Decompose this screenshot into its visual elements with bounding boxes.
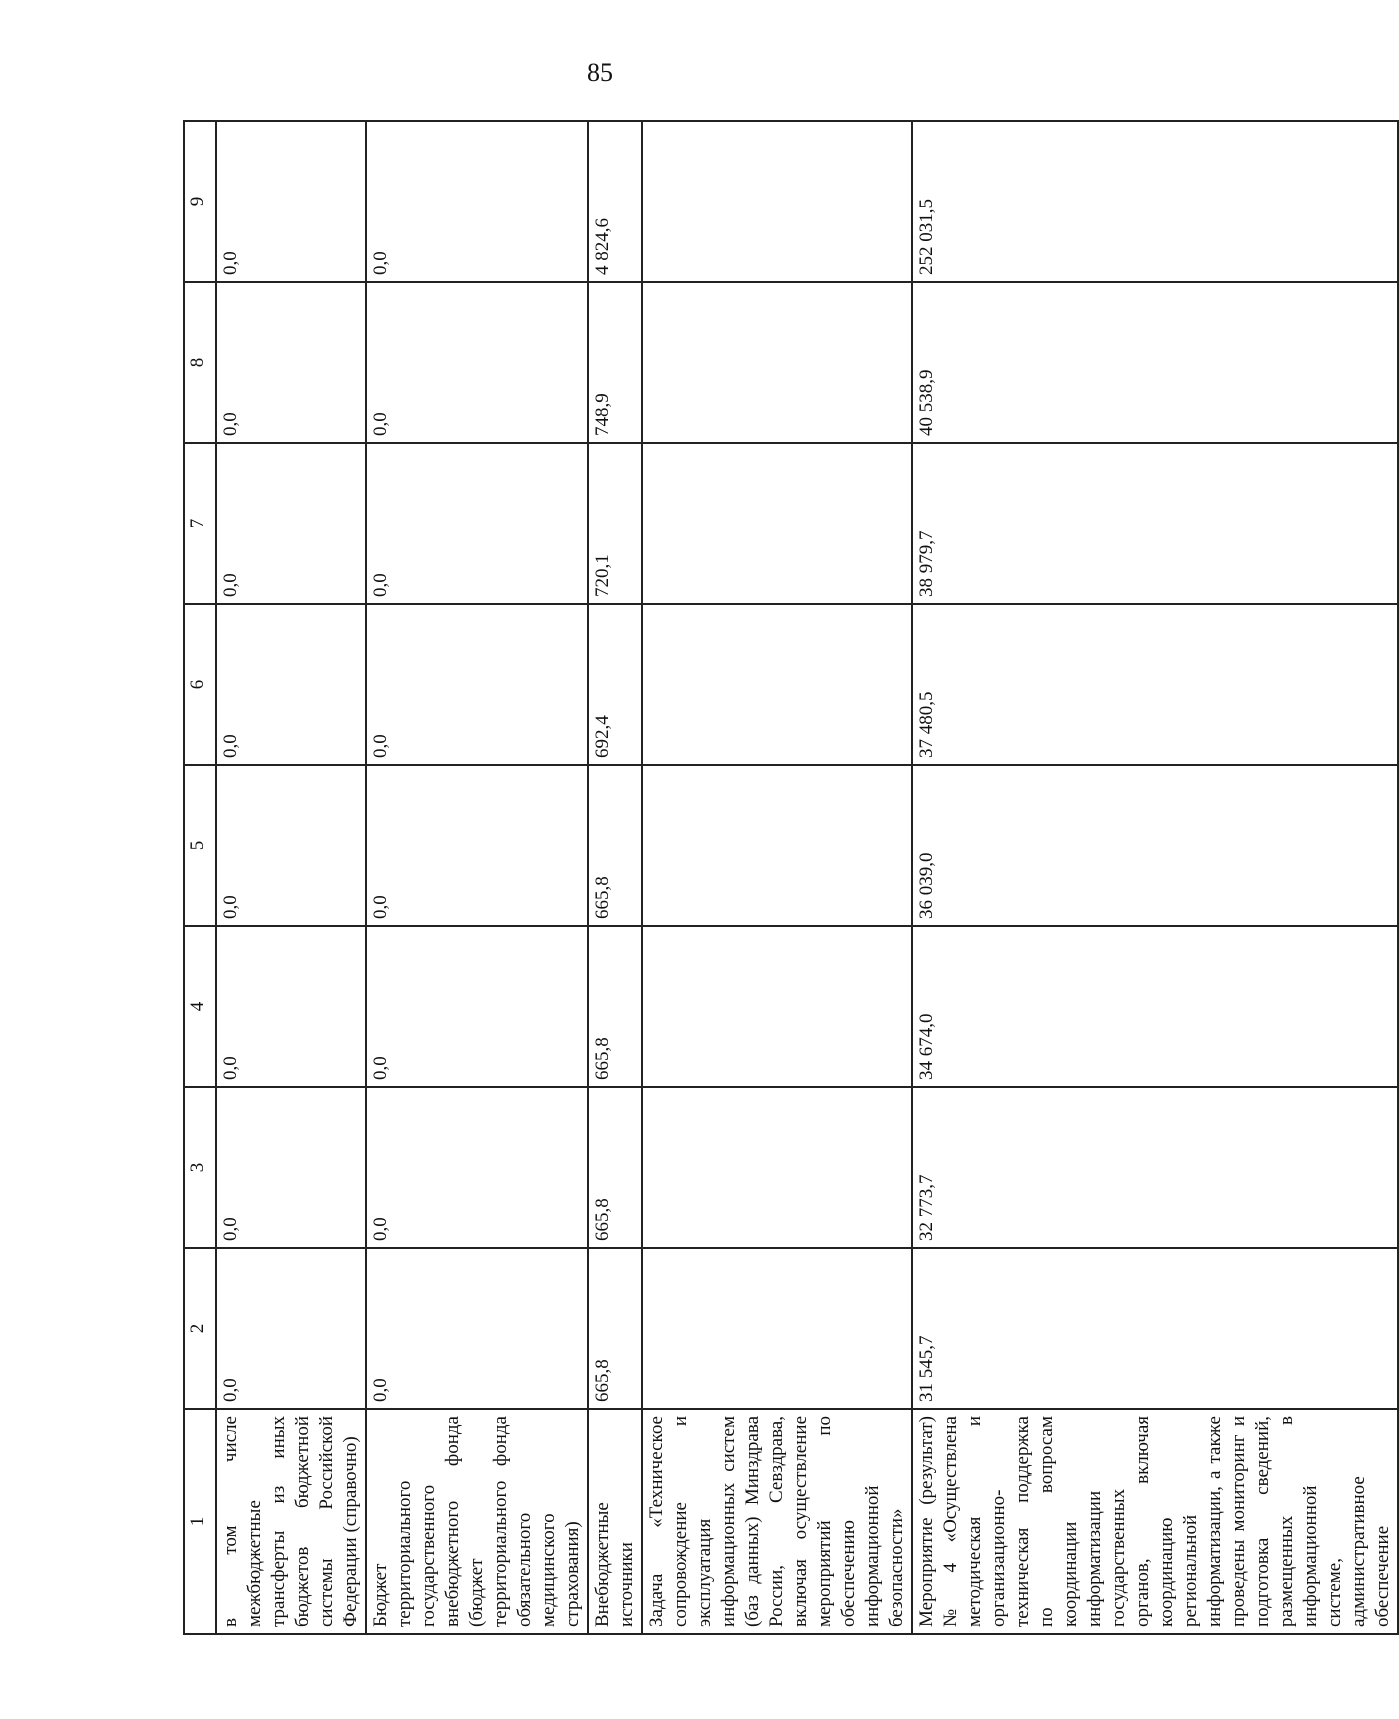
column-header: 8 [184, 282, 216, 443]
table-cell: 0,0 [366, 926, 588, 1087]
table-row [366, 121, 588, 1634]
table-cell: 32 773,7 [912, 1087, 1398, 1248]
table-cell: 0,0 [366, 1248, 588, 1409]
table-cell: 0,0 [366, 1087, 588, 1248]
table-cell [642, 604, 912, 765]
table-cell: 665,8 [588, 1087, 642, 1248]
table-cell [642, 926, 912, 1087]
column-header: 6 [184, 604, 216, 765]
row-label: Задача «Техническое сопровождение и эксплуатация информационных систем (баз данных) Минздрава России, Севздрава, включая осуществление мероприятий по обеспечению информационной безопасности» [642, 1409, 912, 1634]
table-cell: 0,0 [216, 1248, 366, 1409]
budget-table [183, 120, 1399, 1635]
table-cell [642, 282, 912, 443]
table-cell [642, 1248, 912, 1409]
table-cell: 0,0 [366, 282, 588, 443]
column-header: 7 [184, 443, 216, 604]
column-header: 2 [184, 1248, 216, 1409]
table-cell: 0,0 [216, 926, 366, 1087]
table-cell: 665,8 [588, 926, 642, 1087]
column-header: 4 [184, 926, 216, 1087]
column-header: 3 [184, 1087, 216, 1248]
table-cell: 0,0 [216, 443, 366, 604]
table-row [588, 121, 642, 1634]
table-frame [183, 122, 1393, 1635]
table-cell: 31 545,7 [912, 1248, 1398, 1409]
table-cell: 38 979,7 [912, 443, 1398, 604]
table-cell: 0,0 [216, 604, 366, 765]
rotated-table-container [183, 122, 1393, 1635]
row-label: в том числе межбюджетные трансферты из иных бюджетов бюджетной системы Российской Федерации (справочно) [216, 1409, 366, 1634]
table-cell: 0,0 [216, 282, 366, 443]
table-cell: 692,4 [588, 604, 642, 765]
table-cell [642, 1087, 912, 1248]
table-row [216, 121, 366, 1634]
table-row [912, 121, 1398, 1634]
table-cell [642, 765, 912, 926]
table-cell: 252 031,5 [912, 121, 1398, 282]
table-cell: 0,0 [366, 443, 588, 604]
table-cell: 37 480,5 [912, 604, 1398, 765]
table-cell: 0,0 [366, 121, 588, 282]
table-cell: 34 674,0 [912, 926, 1398, 1087]
table-cell: 0,0 [216, 1087, 366, 1248]
table-cell: 665,8 [588, 1248, 642, 1409]
table-cell: 0,0 [366, 765, 588, 926]
table-cell: 0,0 [366, 604, 588, 765]
table-cell: 40 538,9 [912, 282, 1398, 443]
column-header: 9 [184, 121, 216, 282]
column-header: 5 [184, 765, 216, 926]
table-cell: 4 824,6 [588, 121, 642, 282]
column-header-row [184, 121, 216, 1634]
table-cell: 0,0 [216, 121, 366, 282]
table-cell: 720,1 [588, 443, 642, 604]
row-label: Внебюджетные источники [588, 1409, 642, 1634]
row-label: Мероприятие (результат) № 4 «Осуществлена методическая и организационно-техническая поддержка по вопросам координации информатизации государственных органов, включая координацию региональной информатизации, а также проведены мониторинг и подготовка сведений, размещенных в информационной системе, административное обеспечение [912, 1409, 1398, 1634]
table-cell: 748,9 [588, 282, 642, 443]
table-cell: 0,0 [216, 765, 366, 926]
table-row [642, 121, 912, 1634]
row-label: Бюджет территориального государственного внебюджетного фонда (бюджет территориального фонда обязательного медицинского страхования) [366, 1409, 588, 1634]
table-cell: 665,8 [588, 765, 642, 926]
page-number: 85 [587, 58, 613, 87]
column-header: 1 [184, 1409, 216, 1634]
table-cell [642, 121, 912, 282]
table-cell [642, 443, 912, 604]
table-cell: 36 039,0 [912, 765, 1398, 926]
